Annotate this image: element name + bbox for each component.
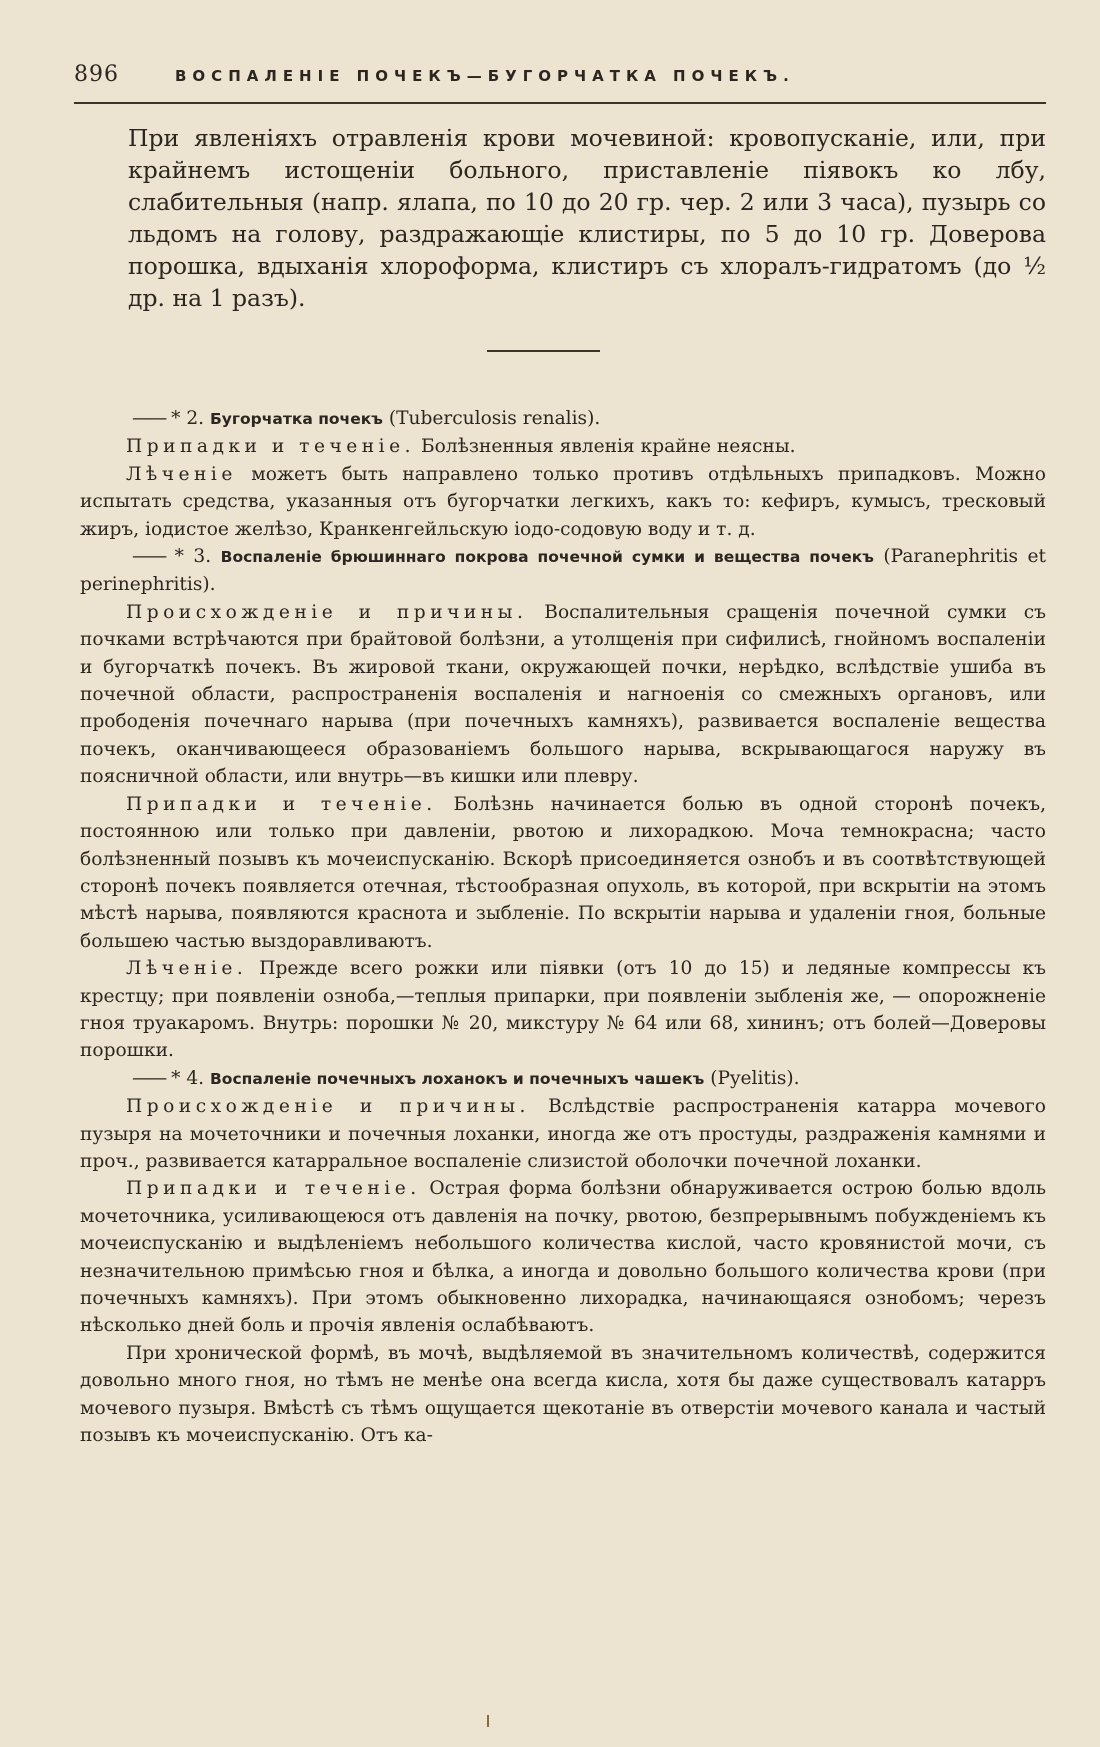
paragraph-label: Лѣченіе — [126, 463, 237, 485]
paragraph — [80, 791, 1046, 955]
heading-dash: —— — [132, 408, 166, 429]
paragraph-label: Происхожденіе и причины. — [126, 1096, 530, 1118]
print-mark — [487, 1715, 489, 1727]
paragraph-label: Лѣченіе. — [126, 958, 248, 980]
intro-paragraph: При явленіяхъ отравленія крови мочевиной: кровопусканіе, или, при крайнемъ истощеніи больного, приставленіе піявокъ ко лбу, слабительныя (напр. ялапа, по 10 до 20 гр. чер. 2 или 3 часа), пузырь со льдомъ на голову, раздражающіе клистиры, по 5 до 10 гр. Доверова порошка, вдыханія хлороформа, клистиръ съ хлоралъ-гидратомъ (до ½ др. на 1 разъ). — [128, 124, 1046, 312]
section-title: Воспаленіе почечныхъ лоханокъ и почечныхъ чашекъ — [209, 1069, 705, 1088]
page-header — [74, 62, 1046, 87]
paragraph — [80, 955, 1046, 1065]
heading-dash: —— — [132, 546, 166, 568]
heading-dash: —— — [132, 1067, 166, 1089]
paragraph — [80, 1093, 1046, 1175]
section-latin-name: (Paranephritis et perinephritis). — [80, 546, 1046, 596]
paragraph — [80, 461, 1046, 543]
paragraph-text: Вслѣдствіе распространенія катарра мочевого пузыря на мочеточники и почечныя лоханки, иногда же отъ простуды, раздраженія камнями и проч., развивается катарральное воспаленіе слизистой оболочки почечной лоханки. — [80, 1096, 1046, 1172]
paragraph-label: Припадки и теченіе. — [126, 436, 416, 458]
section-divider — [487, 350, 600, 352]
paragraph — [80, 433, 1046, 460]
paragraph-label: Припадки и теченіе. — [126, 1178, 421, 1200]
paragraph — [80, 1175, 1046, 1339]
section-number: * 2. — [171, 408, 205, 429]
page-number: 896 — [74, 62, 119, 87]
paragraph-text: Болѣзненныя явленія крайне неясны. — [420, 436, 796, 458]
paragraph — [80, 1340, 1046, 1450]
paragraph-text: Прежде всего рожки или піявки (отъ 10 до 15) и ледяные компрессы къ крестцу; при появленіи озноба,—теплыя припарки, при появленіи зыбленія же, — опорожненіе гноя труакаромъ. Внутрь: порошки № 20, микстуру № 64 или 68, хининъ; отъ болей—Доверовы порошки. — [80, 958, 1046, 1062]
section-title: Воспаленіе брюшиннаго покрова почечной сумки и вещества почекъ — [220, 548, 874, 567]
paragraph-text: Воспалительныя сращенія почечной сумки съ почками встрѣчаются при брайтовой болѣзни, а утолщенія при сифилисѣ, гнойномъ воспаленіи и бугорчаткѣ почекъ. Въ жировой ткани, окружающей почки, нерѣдко, вслѣдствіе ушиба въ почечной области, распространенія воспаленія и нагноенія со смежныхъ органовъ, или прободенія почечнаго нарыва (при почечныхъ камняхъ), развивается воспаленіе вещества почекъ, оканчивающееся образованіемъ большого нарыва, вскрывающагося наружу въ поясничной области, или внутрь—въ кишки или плевру. — [80, 601, 1046, 788]
paragraph-text: Острая форма болѣзни обнаруживается острою болью вдоль мочеточника, усиливающеюся отъ давленія на почку, рвотою, безпрерывнымъ побужденіемъ къ мочеиспусканію и выдѣленіемъ небольшого количества кислой, часто кровянистой мочи, съ незначительною примѣсью гноя и бѣлка, а иногда и довольно большого количества крови (при почечныхъ камняхъ). При этомъ обыкновенно лихорадка, начинающаяся ознобомъ; черезъ нѣсколько дней боль и прочія явленія ослабѣваютъ. — [80, 1178, 1046, 1337]
main-text — [80, 405, 1046, 1449]
section-number: * 4. — [171, 1067, 205, 1089]
paragraph — [80, 599, 1046, 791]
section-heading — [80, 543, 1046, 599]
section-number: * 3. — [174, 546, 212, 568]
section-latin-name: (Pyelitis). — [710, 1067, 800, 1089]
section-title: Бугорчатка почекъ — [209, 410, 383, 428]
section-latin-name: (Tuberculosis renalis). — [388, 408, 601, 429]
running-title: ВОСПАЛЕНІЕ ПОЧЕКЪ—БУГОРЧАТКА ПОЧЕКЪ. — [175, 67, 795, 85]
section-heading — [80, 405, 1046, 433]
section-heading — [80, 1065, 1046, 1093]
paragraph-label: Происхожденіе и причины. — [126, 601, 528, 623]
header-rule — [74, 102, 1046, 104]
paragraph-text: Болѣзнь начинается болью въ одной сторонѣ почекъ, постоянною или только при давленіи, рвотою и лихорадкою. Моча темнокрасна; часто болѣзненный позывъ къ мочеиспусканію. Вскорѣ присоединяется ознобъ и въ соотвѣтствующей сторонѣ почекъ появляется отечная, тѣстообразная опухоль, въ которой, при вскрытіи на этомъ мѣстѣ нарыва, появляются краснота и зыбленіе. По вскрытіи нарыва и удаленіи гноя, больные большею частью выздоравливаютъ. — [80, 793, 1046, 952]
paragraph-text: можетъ быть направлено только противъ отдѣльныхъ припадковъ. Можно испытать средства, указанныя отъ бугорчатки легкихъ, какъ то: кефиръ, кумысъ, тресковый жиръ, іодистое желѣзо, Кранкенгейльскую іодо-содовую воду и т. д. — [80, 463, 1047, 540]
paragraph-text: При хронической формѣ, въ мочѣ, выдѣляемой въ значительномъ количествѣ, содержится довольно много гноя, но тѣмъ не менѣе она всегда кисла, хотя бы даже существовалъ катарръ мочевого пузыря. Вмѣстѣ съ тѣмъ ощущается щекотаніе въ отверстіи мочевого канала и частый позывъ къ мочеиспусканію. Отъ ка- — [80, 1342, 1046, 1447]
paragraph-label: Припадки и теченіе. — [126, 793, 437, 815]
